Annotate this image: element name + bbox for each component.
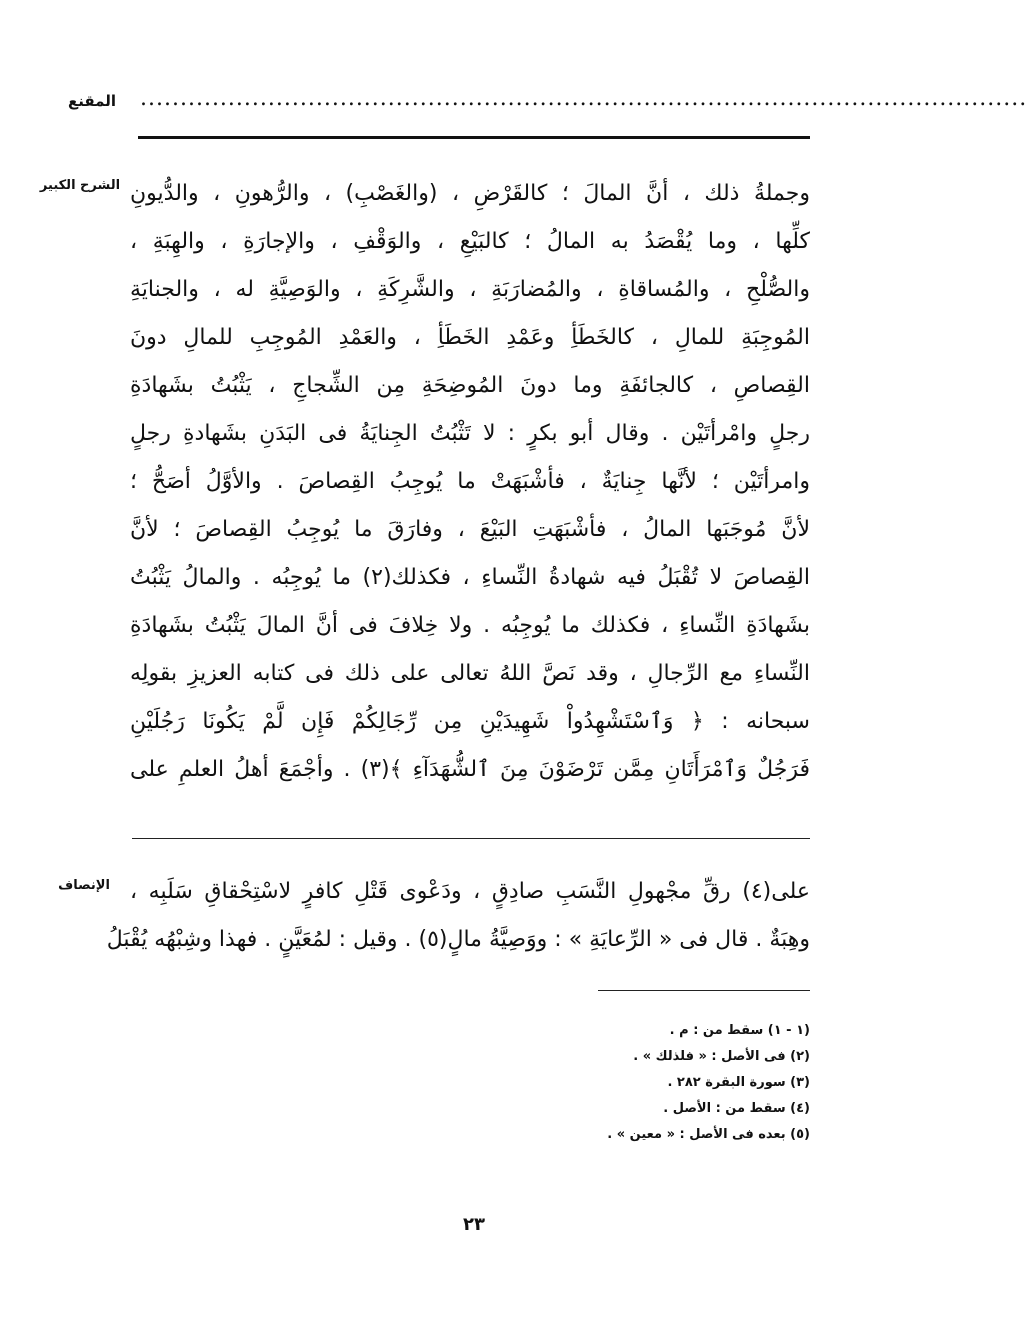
text-line: وامرأتَيْن ؛ لأنَّها جِنايَةٌ ، فأشْبَهَتْ ما يُوجِبُ القِصاصَ . والأوَّلُ أصَحُّ ؛ xyxy=(130,469,810,494)
section-divider xyxy=(132,838,810,839)
footnote: (٤) سقط من : الأصل . xyxy=(663,1101,810,1116)
footnote: (٣) سورة البقرة ٢٨٢ . xyxy=(667,1075,810,1090)
section-label-insaf: الإنصاف xyxy=(58,878,110,893)
text-line: النِّساءِ مع الرِّجالِ ، وقد نَصَّ اللهُ تعالى على ذلك فى كتابه العزيزِ بقولِه xyxy=(130,661,810,686)
main-commentary-text xyxy=(130,170,810,794)
text-line: والصُّلْحِ ، والمُساقاةِ ، والمُضارَبَةِ ، والشَّرِكَةِ ، والوَصِيَّةِ له ، والجنايَةِ xyxy=(130,277,810,302)
footnote: (١ - ١) سقط من : م . xyxy=(669,1023,810,1038)
text-line: القِصاصَ لا تُقْبَلُ فيه شهادةُ النِّساءِ ، فكذلك(٢) ما يُوجِبُه . والمالُ يَثْبُتُ xyxy=(130,565,810,590)
text-line: وجملةُ ذلك ، أنَّ المالَ ؛ كالقَرْضِ ، (والغَصْبِ) ، والرُّهونِ ، والدُّيونِ xyxy=(130,181,810,206)
text-line: المُوجِبَةِ للمالِ ، كالخَطَأِ وعَمْدِ الخَطَأِ ، والعَمْدِ المُوجِبِ للمالِ دونَ xyxy=(130,325,810,350)
text-line: على(٤) رقِّ مجْهولِ النَّسَبِ صادِقٍ ، ودَعْوى قَتْلِ كافرٍ لاسْتِحْقاقِ سَلَبِه ، xyxy=(130,879,810,904)
footnote-divider xyxy=(598,990,810,991)
header-dotted-leader: ............................................................................................................... xyxy=(140,86,1027,111)
text-line: كلِّها ، وما يُقْصَدُ به المالُ ؛ كالبَيْعِ ، والوَقْفِ ، والإجارَةِ ، والهِبَةِ ، xyxy=(130,229,810,254)
text-line: وهِبَةٌ . قال فى « الرِّعايَةِ » : ووَصِيَّةُ مالٍ(٥) . وقيل : لمُعَيَّنٍ . فهذا وشِبْهُه يُقْبَلُ xyxy=(106,927,810,952)
footnote: (٢) فى الأصل : « فلذلك » . xyxy=(633,1049,810,1064)
text-line: فَرَجُلٌ وَٱمْرَأَتَانِ مِمَّن تَرْضَوْنَ مِنَ ٱلشُّهَدَآءِ ﴾(٣) . وأجْمَعَ أهلُ العلمِ على xyxy=(130,757,810,782)
footnote: (٥) بعده فى الأصل : « معين » . xyxy=(607,1127,810,1142)
book-title: المقنع xyxy=(68,92,116,110)
text-line: سبحانه : ﴿ وَٱسْتَشْهِدُواْ شَهِيدَيْنِ مِن رِّجَالِكُمْ فَإِن لَّمْ يَكُونَا رَجُلَيْنِ xyxy=(130,709,810,734)
text-line: لأنَّ مُوجَبَها المالُ ، فأشْبَهَتِ البَيْعَ ، وفارَقَ ما يُوجِبُ القِصاصَ ؛ لأنَّ xyxy=(130,517,810,542)
text-line: بشَهادَةِ النِّساءِ ، فكذلك ما يُوجِبُه . ولا خِلافَ فى أنَّ المالَ يَثْبُتُ بشَهادَةِ xyxy=(130,613,810,638)
text-line: القِصاصِ ، كالجائفَةِ وما دونَ المُوضِحَةِ مِن الشِّجاجِ ، يَثْبُتُ بشَهادَةِ xyxy=(130,373,810,398)
section-label-sharh: الشرح الكبير xyxy=(39,178,121,193)
insaf-text xyxy=(106,868,810,964)
text-line: رجلٍ وامْرأتَيْن . وقال أبو بكرٍ : لا تَثْبُتُ الجِنايَةُ فى البَدَنِ بشَهادةِ رجلٍ xyxy=(130,421,810,446)
header-rule xyxy=(138,136,810,139)
page-number: ٢٣ xyxy=(463,1214,485,1235)
footnotes xyxy=(500,1018,810,1148)
